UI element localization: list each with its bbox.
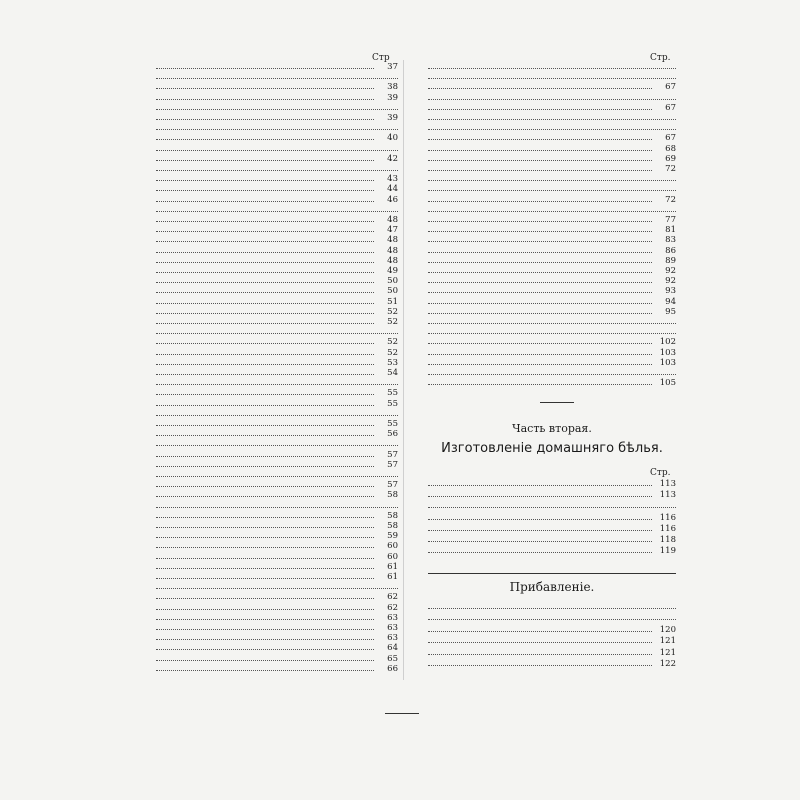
- toc-page-number: 48: [387, 255, 398, 266]
- dot-leader: [428, 551, 652, 553]
- toc-page-number: 122: [659, 659, 676, 669]
- toc-page-number: 94: [665, 296, 676, 307]
- toc-entry: [156, 166, 398, 174]
- dot-leader: [428, 281, 652, 283]
- toc-entry: [156, 135, 398, 143]
- toc-page-number: 86: [665, 245, 676, 256]
- toc-page-number: 116: [659, 512, 676, 523]
- toc-page-number: 83: [665, 235, 676, 246]
- dot-leader: [156, 567, 374, 569]
- dot-leader: [428, 383, 652, 385]
- toc-page-number: 119: [659, 546, 676, 557]
- toc-entry: [428, 143, 676, 154]
- dot-leader: [428, 342, 652, 344]
- toc-page-number: 69: [665, 153, 676, 164]
- toc-page-number: 113: [659, 490, 676, 501]
- toc-entry: [428, 357, 676, 368]
- toc-page-number: 103: [659, 347, 676, 358]
- toc-entry: [156, 329, 398, 337]
- toc-entry: [428, 217, 676, 225]
- toc-entry: [156, 390, 398, 398]
- dot-leader: [156, 108, 398, 110]
- toc-entry: [156, 574, 398, 582]
- dot-leader: [156, 608, 374, 610]
- dot-leader: [156, 271, 374, 273]
- toc-entry: [156, 306, 398, 317]
- toc-entry: [156, 92, 398, 103]
- toc-entry: [428, 153, 676, 164]
- dot-leader: [156, 383, 398, 385]
- dot-leader: [156, 312, 374, 314]
- dot-leader: [428, 518, 652, 520]
- toc-entry: [156, 431, 398, 439]
- toc-entry: [428, 503, 676, 511]
- toc-entry: [156, 472, 398, 480]
- dot-leader: [156, 322, 374, 324]
- toc-entry: [156, 319, 398, 327]
- toc-entry: [428, 306, 676, 317]
- dot-leader: [156, 353, 374, 355]
- dot-leader: [428, 653, 652, 655]
- toc-page-number: 47: [387, 225, 398, 236]
- dot-leader: [428, 108, 652, 110]
- dot-leader: [156, 648, 374, 650]
- toc-entry: [428, 102, 676, 113]
- toc-page-number: 72: [665, 194, 676, 205]
- toc-page-number: 121: [659, 636, 676, 647]
- toc-page-number: 61: [387, 561, 398, 572]
- dot-leader: [156, 577, 374, 579]
- toc-entry: [428, 624, 676, 635]
- toc-page-number: 63: [387, 633, 398, 644]
- dot-leader: [156, 444, 398, 446]
- toc-page-number: 57: [387, 480, 398, 491]
- dot-leader: [156, 98, 374, 100]
- toc-page-number: 38: [387, 82, 398, 93]
- dot-leader: [156, 404, 374, 406]
- toc-entry: [428, 64, 676, 72]
- dot-leader: [156, 363, 374, 365]
- toc-entry: [156, 105, 398, 113]
- dot-leader: [156, 77, 398, 79]
- dot-leader: [428, 138, 652, 140]
- toc-entry: [428, 647, 676, 658]
- toc-page-number: 113: [659, 479, 676, 489]
- dot-leader: [428, 271, 652, 273]
- toc-entry: [428, 245, 676, 256]
- dot-leader: [156, 302, 374, 304]
- dot-leader: [156, 210, 398, 212]
- dot-leader: [428, 607, 676, 609]
- toc-entry: [428, 237, 676, 245]
- dot-leader: [156, 169, 398, 171]
- toc-entry: [156, 584, 398, 592]
- toc-page-number: 60: [387, 541, 398, 552]
- toc-page-number: 62: [387, 602, 398, 613]
- toc-entry: [156, 561, 398, 572]
- section-title: Изготовленіе домашняго бѣлья.: [441, 441, 663, 456]
- dot-leader: [156, 546, 374, 548]
- dot-leader: [156, 373, 374, 375]
- dot-leader: [428, 353, 652, 355]
- page-column-label: Стр: [372, 53, 390, 63]
- dot-leader: [156, 495, 374, 497]
- toc-page-number: 68: [665, 143, 676, 154]
- toc-entry: [156, 125, 398, 133]
- dot-leader: [428, 179, 676, 181]
- toc-entry: [428, 370, 676, 378]
- toc-entry: [156, 237, 398, 245]
- toc-entry: [156, 612, 398, 623]
- toc-page-number: 81: [665, 225, 676, 236]
- toc-entry: [428, 255, 676, 266]
- toc-page-number: 66: [387, 663, 398, 674]
- toc-entry: [428, 207, 676, 215]
- dot-leader: [156, 659, 374, 661]
- toc-page-number: 64: [387, 643, 398, 654]
- dot-leader: [156, 669, 374, 671]
- dot-leader: [428, 189, 676, 191]
- toc-entry: [156, 278, 398, 286]
- toc-page-number: 63: [387, 623, 398, 633]
- toc-page-number: 118: [659, 535, 676, 545]
- toc-page-number: 49: [387, 266, 398, 276]
- toc-entry: [156, 594, 398, 602]
- toc-entry: [156, 523, 398, 531]
- toc-page-number: 52: [387, 347, 398, 358]
- dot-leader: [428, 291, 652, 293]
- toc-entry: [428, 296, 676, 307]
- toc-entry: [156, 449, 398, 460]
- toc-page-number: 60: [387, 551, 398, 562]
- toc-entry: [428, 186, 676, 194]
- dot-leader: [156, 149, 398, 151]
- dot-leader: [156, 618, 374, 620]
- toc-entry: [428, 268, 676, 276]
- toc-page-number: 95: [665, 306, 676, 317]
- dot-leader: [428, 618, 676, 620]
- toc-page-number: 50: [387, 286, 398, 297]
- toc-page-number: 57: [387, 459, 398, 470]
- toc-page-number: 63: [387, 612, 398, 623]
- toc-entry: [156, 663, 398, 674]
- toc-entry: [156, 207, 398, 215]
- toc-entry: [156, 459, 398, 470]
- toc-entry: [428, 166, 676, 174]
- dot-leader: [428, 302, 652, 304]
- toc-page-number: 58: [387, 510, 398, 521]
- toc-entry: [428, 380, 676, 388]
- toc-entry: [156, 245, 398, 256]
- dot-leader: [156, 128, 398, 130]
- dot-leader: [156, 261, 374, 263]
- toc-page-number: 39: [387, 113, 398, 123]
- dot-leader: [156, 516, 374, 518]
- toc-page-number: 48: [387, 215, 398, 225]
- toc-page-number: 52: [387, 337, 398, 348]
- toc-page-number: 121: [659, 647, 676, 658]
- toc-page-number: 61: [387, 572, 398, 582]
- dot-leader: [428, 240, 652, 242]
- dot-leader: [428, 220, 652, 222]
- dot-leader: [156, 220, 374, 222]
- toc-entry: [156, 645, 398, 653]
- toc-page-number: 57: [387, 449, 398, 460]
- toc-entry: [428, 347, 676, 358]
- dot-leader: [156, 557, 374, 559]
- dot-leader: [428, 322, 676, 324]
- toc-entry: [156, 74, 398, 82]
- dot-leader: [156, 251, 374, 253]
- toc-entry: [156, 357, 398, 368]
- dot-leader: [156, 638, 374, 640]
- dot-leader: [156, 434, 374, 436]
- dot-leader: [156, 189, 374, 191]
- dot-leader: [156, 138, 374, 140]
- dot-leader: [428, 363, 652, 365]
- toc-entry: [428, 319, 676, 327]
- toc-page-number: 54: [387, 368, 398, 378]
- appendix-heading: Прибавленіе.: [509, 580, 595, 594]
- toc-page-number: 92: [665, 266, 676, 276]
- dot-leader: [428, 540, 652, 542]
- toc-entry: [428, 125, 676, 133]
- toc-entry: [156, 347, 398, 358]
- toc-entry: [428, 84, 676, 92]
- dot-leader: [428, 230, 652, 232]
- dot-leader: [428, 484, 652, 486]
- toc-page-number: 59: [387, 531, 398, 542]
- toc-page-number: 56: [387, 429, 398, 440]
- section-rule: [428, 573, 676, 574]
- dot-leader: [428, 641, 652, 643]
- toc-entry: [156, 510, 398, 521]
- dot-leader: [156, 526, 374, 528]
- toc-entry: [156, 64, 398, 72]
- dot-leader: [428, 169, 652, 171]
- toc-entry: [156, 380, 398, 388]
- end-rule: [385, 713, 419, 714]
- page-column-label: Стр.: [650, 468, 671, 478]
- dot-leader: [428, 77, 676, 79]
- toc-entry: [156, 186, 398, 194]
- toc-entry: [156, 625, 398, 633]
- toc-page-number: 55: [387, 388, 398, 399]
- dot-leader: [156, 87, 374, 89]
- dot-leader: [428, 630, 652, 632]
- dot-leader: [156, 393, 374, 395]
- toc-entry: [428, 481, 676, 489]
- toc-page-number: 62: [387, 592, 398, 603]
- dot-leader: [156, 332, 398, 334]
- toc-entry: [428, 512, 676, 523]
- toc-entry: [428, 278, 676, 286]
- toc-entry: [156, 153, 398, 164]
- toc-page-number: 102: [659, 337, 676, 348]
- toc-page-number: 52: [387, 306, 398, 317]
- toc-page-number: 58: [387, 490, 398, 501]
- dot-leader: [428, 210, 676, 212]
- dot-leader: [428, 495, 652, 497]
- dot-leader: [156, 506, 398, 508]
- toc-entry: [156, 296, 398, 307]
- toc-page-number: 52: [387, 317, 398, 327]
- toc-page-number: 44: [387, 184, 398, 195]
- toc-entry: [156, 176, 398, 184]
- dot-leader: [156, 200, 374, 202]
- toc-entry: [156, 268, 398, 276]
- toc-page-number: 46: [387, 194, 398, 205]
- toc-entry: [156, 441, 398, 449]
- dot-leader: [156, 455, 374, 457]
- toc-page-number: 67: [665, 82, 676, 93]
- toc-page-number: 77: [665, 215, 676, 225]
- dot-leader: [156, 424, 374, 426]
- dot-leader: [156, 475, 398, 477]
- toc-entry: [428, 339, 676, 347]
- toc-entry: [428, 176, 676, 184]
- toc-entry: [156, 115, 398, 123]
- dot-leader: [428, 664, 652, 666]
- toc-entry: [428, 638, 676, 646]
- toc-page-number: 103: [659, 357, 676, 368]
- column-separator: [403, 60, 404, 680]
- toc-entry: [428, 329, 676, 337]
- dot-leader: [428, 67, 676, 69]
- toc-page-number: 65: [387, 653, 398, 664]
- toc-entry: [156, 602, 398, 613]
- dot-leader: [428, 159, 652, 161]
- toc-page-number: 48: [387, 235, 398, 246]
- toc-page-number: 116: [659, 523, 676, 534]
- dot-leader: [428, 506, 676, 508]
- dot-leader: [156, 587, 398, 589]
- toc-entry: [156, 492, 398, 500]
- toc-entry: [428, 288, 676, 296]
- toc-entry: [428, 661, 676, 669]
- dot-leader: [156, 291, 374, 293]
- toc-entry: [428, 95, 676, 103]
- toc-entry: [156, 84, 398, 92]
- section-rule: [540, 402, 574, 403]
- toc-page-number: 58: [387, 521, 398, 531]
- dot-leader: [428, 87, 652, 89]
- dot-leader: [428, 529, 652, 531]
- toc-entry: [428, 227, 676, 235]
- dot-leader: [156, 536, 374, 538]
- dot-leader: [156, 67, 374, 69]
- toc-entry: [156, 551, 398, 562]
- toc-entry: [428, 548, 676, 556]
- toc-entry: [428, 74, 676, 82]
- toc-page-number: 92: [665, 276, 676, 287]
- toc-entry: [156, 503, 398, 511]
- toc-page-number: 67: [665, 102, 676, 113]
- toc-entry: [156, 255, 398, 266]
- toc-entry: [428, 604, 676, 612]
- toc-entry: [428, 523, 676, 534]
- dot-leader: [428, 128, 676, 130]
- dot-leader: [156, 179, 374, 181]
- toc-entry: [428, 492, 676, 500]
- toc-entry: [156, 227, 398, 235]
- toc-page-number: 51: [387, 296, 398, 307]
- toc-entry: [428, 537, 676, 545]
- dot-leader: [156, 628, 374, 630]
- page-column-label: Стр.: [650, 53, 671, 63]
- toc-entry: [428, 135, 676, 143]
- dot-leader: [156, 118, 374, 120]
- dot-leader: [428, 332, 676, 334]
- toc-entry: [156, 398, 398, 409]
- dot-leader: [428, 118, 676, 120]
- toc-page-number: 67: [665, 133, 676, 144]
- toc-entry: [156, 421, 398, 429]
- toc-entry: [156, 194, 398, 205]
- toc-entry: [156, 146, 398, 154]
- toc-entry: [156, 543, 398, 551]
- toc-entry: [156, 411, 398, 419]
- toc-page-number: 53: [387, 357, 398, 368]
- dot-leader: [428, 251, 652, 253]
- toc-page-number: 120: [659, 624, 676, 635]
- dot-leader: [428, 200, 652, 202]
- toc-entry: [156, 635, 398, 643]
- toc-page-number: 55: [387, 419, 398, 429]
- part-heading: Часть вторая.: [512, 422, 592, 435]
- toc-entry: [156, 482, 398, 490]
- toc-entry: [428, 115, 676, 123]
- toc-page-number: 48: [387, 245, 398, 256]
- dot-leader: [428, 261, 652, 263]
- toc-page-number: 89: [665, 255, 676, 266]
- dot-leader: [156, 159, 374, 161]
- dot-leader: [156, 485, 374, 487]
- dot-leader: [428, 312, 652, 314]
- dot-leader: [156, 230, 374, 232]
- toc-entry: [428, 615, 676, 623]
- toc-page-number: 55: [387, 398, 398, 409]
- toc-page-number: 105: [659, 378, 676, 389]
- dot-leader: [428, 149, 652, 151]
- toc-page-number: 43: [387, 174, 398, 185]
- toc-page-number: 50: [387, 276, 398, 287]
- toc-entry: [156, 288, 398, 296]
- toc-page-number: 42: [387, 153, 398, 164]
- toc-page-number: 37: [387, 62, 398, 72]
- toc-entry: [156, 339, 398, 347]
- toc-entry: [156, 217, 398, 225]
- dot-leader: [156, 465, 374, 467]
- dot-leader: [428, 98, 676, 100]
- dot-leader: [156, 240, 374, 242]
- toc-entry: [156, 370, 398, 378]
- dot-leader: [156, 597, 374, 599]
- toc-page-number: 40: [387, 133, 398, 144]
- dot-leader: [156, 281, 374, 283]
- dot-leader: [428, 373, 676, 375]
- toc-entry: [156, 653, 398, 664]
- dot-leader: [156, 342, 374, 344]
- toc-page-number: 39: [387, 92, 398, 103]
- toc-entry: [428, 194, 676, 205]
- dot-leader: [156, 414, 398, 416]
- toc-entry: [156, 533, 398, 541]
- toc-page-number: 72: [665, 164, 676, 174]
- toc-page-number: 93: [665, 286, 676, 297]
